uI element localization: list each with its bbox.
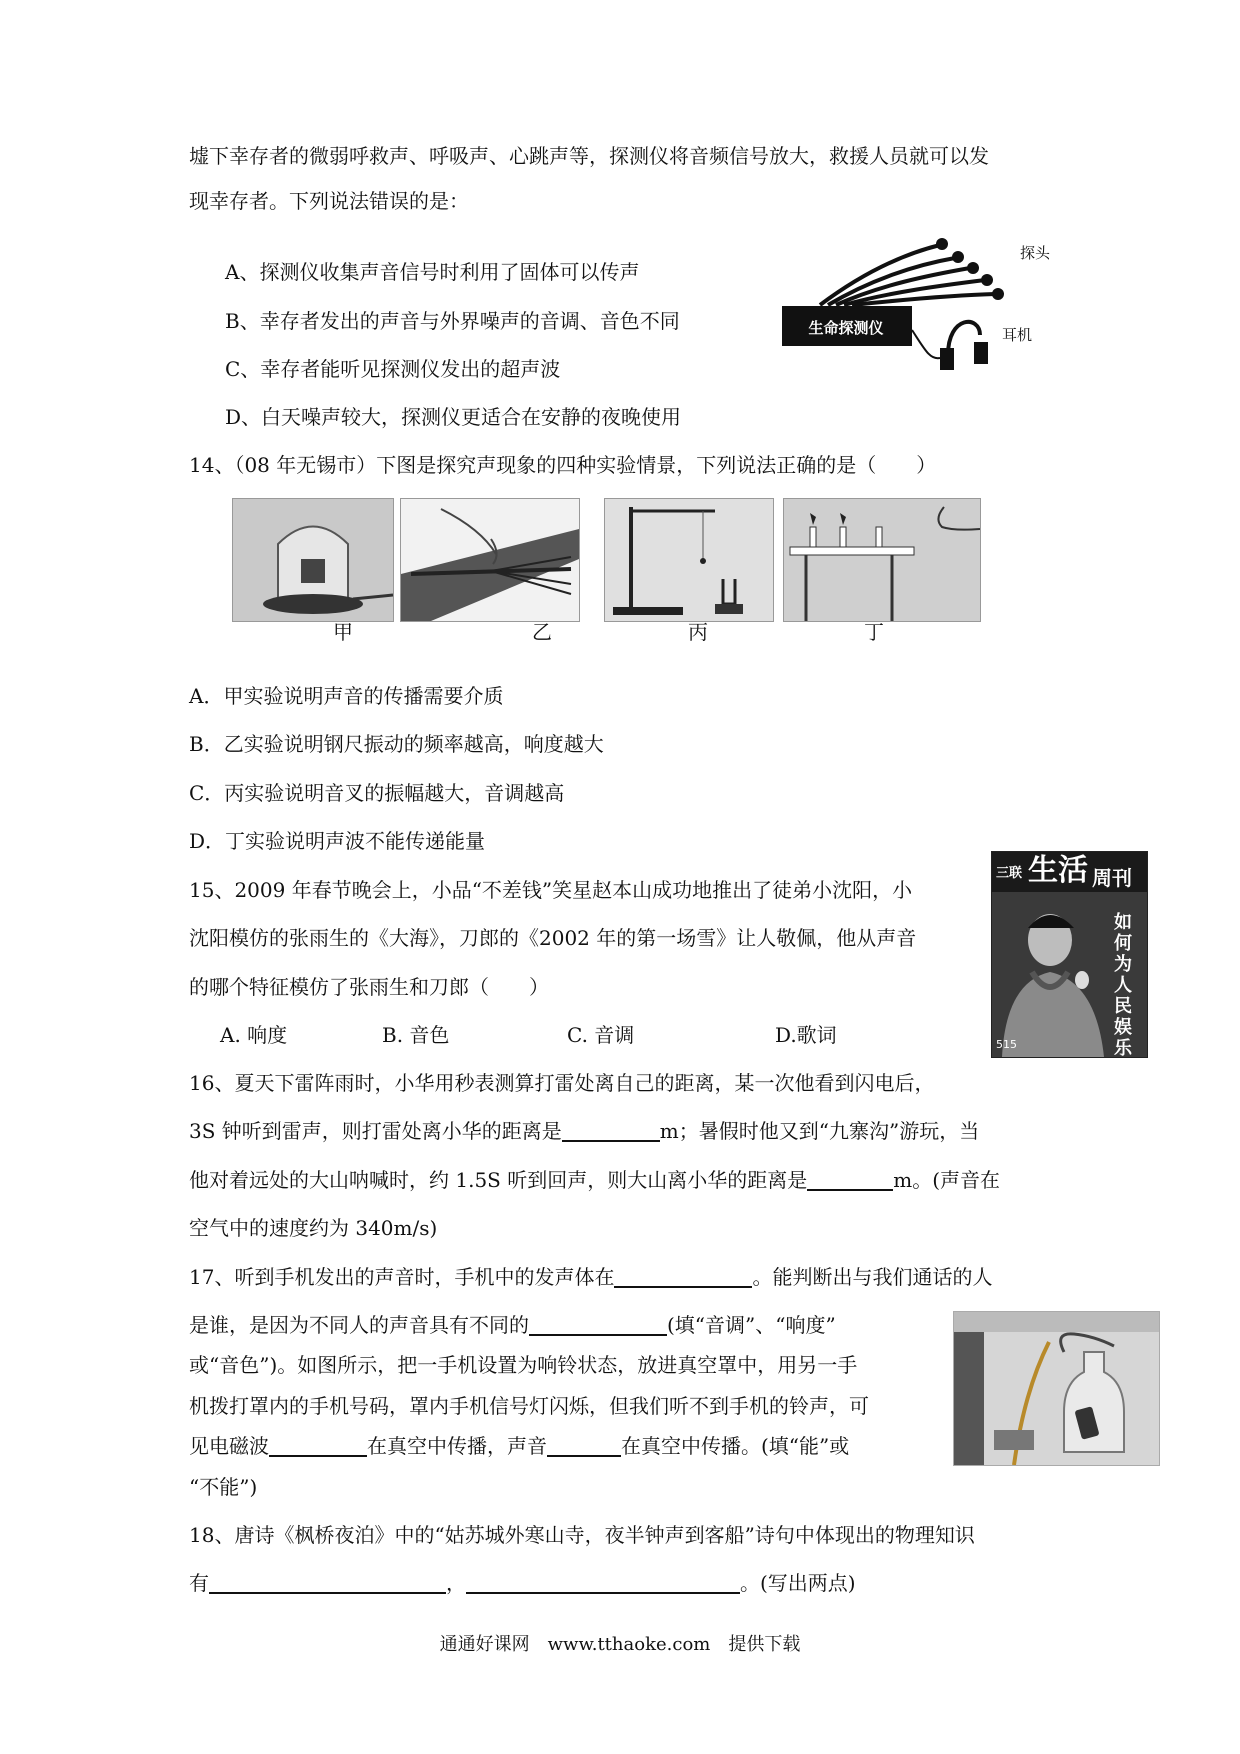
vacuum-jar-photo xyxy=(953,1311,1160,1466)
q17-line-5-part-a: 见电磁波 xyxy=(189,1434,269,1458)
q15-option-a: A. 响度 xyxy=(220,1023,288,1047)
q14-option-c: C．丙实验说明音叉的振幅越大，音调越高 xyxy=(189,781,565,805)
q14-stem: 14、（08 年无锡市）下图是探究声现象的四种实验情景，下列说法正确的是（ ） xyxy=(189,453,937,477)
life-detector-figure xyxy=(780,230,1050,380)
q16-line-3-part-b: m。(声音在 xyxy=(893,1168,1001,1192)
q17-line-1-part-b: 。能判断出与我们通话的人 xyxy=(752,1265,993,1289)
q17-line-6: “不能”) xyxy=(189,1475,258,1499)
q16-line-3 xyxy=(189,1167,1000,1193)
device-label: 生命探测仪 xyxy=(808,319,884,337)
page-footer: 通通好课网 www.tthaoke.com 提供下载 xyxy=(439,1634,801,1655)
answer-blank-thunder-distance[interactable] xyxy=(562,1120,660,1142)
magazine-subtitle: 周刊 xyxy=(1092,866,1132,890)
caption-bing: 丙 xyxy=(688,620,708,644)
q16-line-2 xyxy=(189,1118,979,1144)
q15-option-d: D.歌词 xyxy=(775,1023,837,1047)
q15-line-2: 沈阳模仿的张雨生的《大海》，刀郎的《2002 年的第一场雪》让人敬佩，他从声音 xyxy=(189,926,917,950)
photo-bing xyxy=(604,498,774,622)
photo-yi xyxy=(400,498,580,622)
magazine-cover xyxy=(991,851,1148,1058)
q15-line-3: 的哪个特征模仿了张雨生和刀郎（ ） xyxy=(189,975,549,999)
answer-blank-em-wave[interactable] xyxy=(269,1435,367,1457)
q17-line-2-part-b: (填“音调”、“响度” xyxy=(667,1313,836,1337)
answer-blank-sound-property[interactable] xyxy=(529,1314,667,1336)
q16-line-2-part-b: m；暑假时他又到“九寨沟”游玩，当 xyxy=(659,1119,980,1143)
photo-jia xyxy=(232,498,394,622)
q14-option-d: D．丁实验说明声波不能传递能量 xyxy=(189,829,486,853)
q18-line-2-part-c: 。(写出两点) xyxy=(740,1571,856,1595)
photo-ding xyxy=(783,498,981,622)
answer-blank-sound-source[interactable] xyxy=(614,1266,752,1288)
caption-jia: 甲 xyxy=(333,620,353,644)
q16-line-2-part-a: 3S 钟听到雷声，则打雷处离小华的距离是 xyxy=(189,1119,562,1143)
answer-blank-physics-point-1[interactable] xyxy=(209,1572,446,1594)
answer-blank-physics-point-2[interactable] xyxy=(466,1572,740,1594)
magazine-brand: 三联 xyxy=(996,866,1023,881)
caption-ding: 丁 xyxy=(864,620,884,644)
q13-option-c: C、幸存者能听见探测仪发出的超声波 xyxy=(225,357,561,381)
magazine-issue: 515 xyxy=(996,1038,1017,1051)
q17-line-5 xyxy=(189,1433,849,1459)
magazine-title: 生活 xyxy=(1028,853,1088,888)
caption-yi: 乙 xyxy=(532,620,552,644)
q13-option-d: D、白天噪声较大，探测仪更适合在安静的夜晚使用 xyxy=(225,405,682,429)
q17-line-5-part-b: 在真空中传播，声音 xyxy=(367,1434,547,1458)
q17-line-3: 或“音色”)。如图所示，把一手机设置为响铃状态，放进真空罩中，用另一手 xyxy=(189,1353,858,1377)
q18-line-2 xyxy=(189,1570,856,1596)
intro-line-1: 墟下幸存者的微弱呼救声、呼吸声、心跳声等，探测仪将音频信号放大，救援人员就可以发 xyxy=(189,144,989,168)
q17-line-2-part-a: 是谁，是因为不同人的声音具有不同的 xyxy=(189,1313,529,1337)
q17-line-4: 机拨打罩内的手机号码，罩内手机信号灯闪烁，但我们听不到手机的铃声，可 xyxy=(189,1394,869,1418)
q15-option-c: C. 音调 xyxy=(567,1023,635,1047)
magazine-headline: 如何为人民娱乐 xyxy=(1114,912,1132,1058)
q14-option-b: B．乙实验说明钢尺振动的频率越高，响度越大 xyxy=(189,732,604,756)
probe-label: 探头 xyxy=(1020,244,1050,262)
q16-line-3-part-a: 他对着远处的大山呐喊时，约 1.5S 听到回声，则大山离小华的距离是 xyxy=(189,1168,808,1192)
q17-line-2 xyxy=(189,1312,836,1338)
q18-line-1: 18、唐诗《枫桥夜泊》中的“姑苏城外寒山寺，夜半钟声到客船”诗句中体现出的物理知识 xyxy=(189,1523,975,1547)
q13-option-b: B、幸存者发出的声音与外界噪声的音调、音色不同 xyxy=(225,309,680,333)
answer-blank-mountain-distance[interactable] xyxy=(807,1169,893,1191)
q18-line-2-part-b: ， xyxy=(446,1571,466,1595)
q15-line-1: 15、2009 年春节晚会上，小品“不差钱”笑星赵本山成功地推出了徒弟小沈阳，小 xyxy=(189,878,913,902)
q17-line-1-part-a: 17、听到手机发出的声音时，手机中的发声体在 xyxy=(189,1265,615,1289)
q15-option-b: B. 音色 xyxy=(382,1023,450,1047)
answer-blank-sound-vacuum[interactable] xyxy=(547,1435,621,1457)
intro-line-2: 现幸存者。下列说法错误的是： xyxy=(189,189,469,213)
q17-line-5-part-c: 在真空中传播。(填“能”或 xyxy=(621,1434,850,1458)
q16-line-4: 空气中的速度约为 340m/s) xyxy=(189,1216,438,1240)
q17-line-1 xyxy=(189,1264,992,1290)
headphone-label: 耳机 xyxy=(1002,326,1033,344)
q14-option-a: A．甲实验说明声音的传播需要介质 xyxy=(189,684,504,708)
q13-option-a: A、探测仪收集声音信号时利用了固体可以传声 xyxy=(225,260,640,284)
q18-line-2-part-a: 有 xyxy=(189,1571,209,1595)
q16-line-1: 16、夏天下雷阵雨时，小华用秒表测算打雷处离自己的距离，某一次他看到闪电后， xyxy=(189,1071,935,1095)
